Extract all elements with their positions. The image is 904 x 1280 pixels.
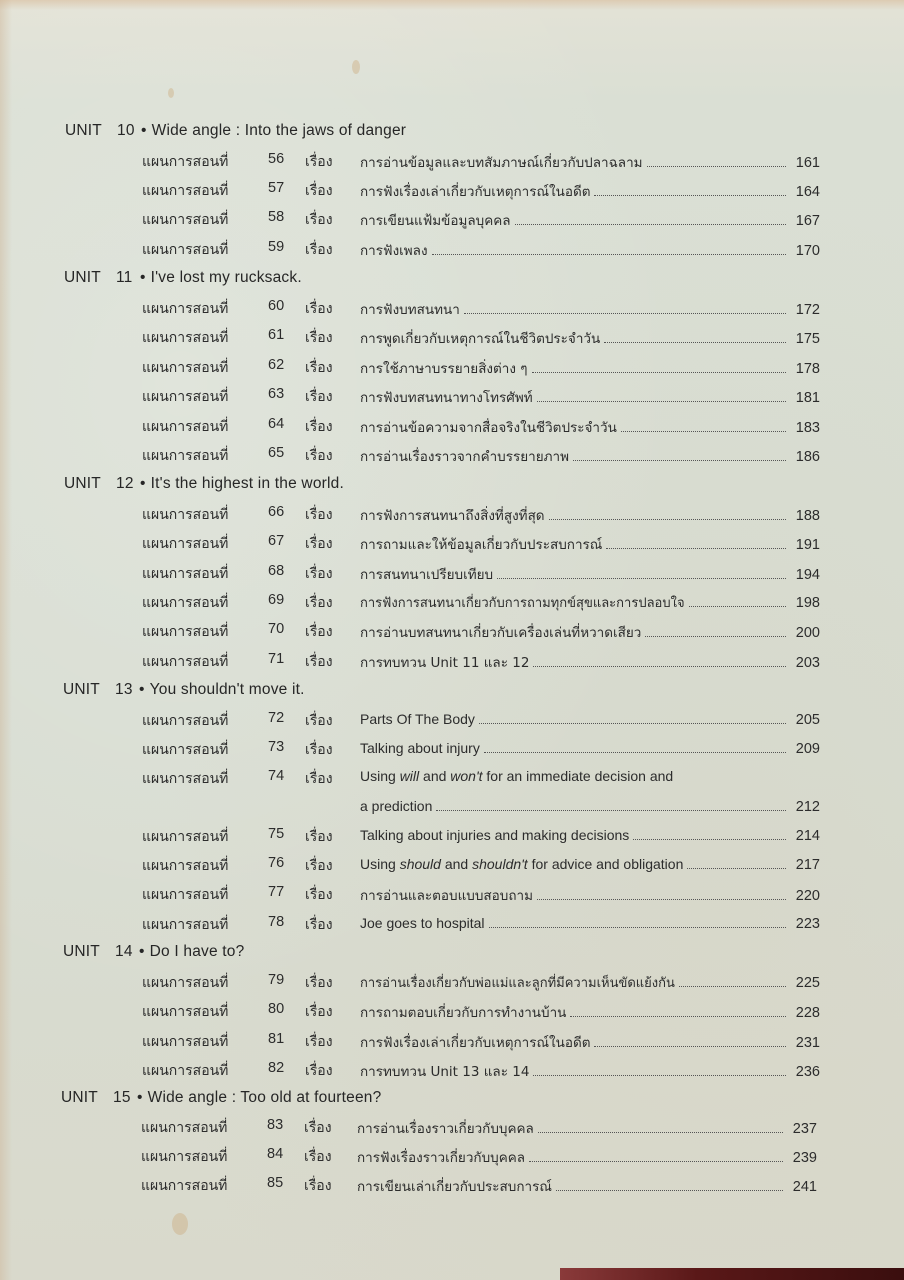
entry-title: การสนทนาเปรียบเทียบ [360, 567, 494, 583]
paper-stain [352, 60, 360, 74]
entry-title: Talking about injuries and making decisions [360, 827, 630, 843]
topic-label: เรื่อง [305, 1034, 333, 1050]
topic-label: เรื่อง [305, 154, 333, 170]
entry-title: การเขียนแฟ้มข้อมูลบุคคล [360, 213, 511, 229]
page-number: 205 [795, 712, 820, 728]
plan-number: 75 [268, 826, 285, 842]
plan-number: 78 [268, 914, 285, 930]
page-number: 203 [795, 655, 820, 671]
unit-label: UNIT [64, 269, 101, 286]
page-number: 217 [795, 857, 820, 873]
plan-label: แผนการสอนที่ [142, 330, 229, 346]
plan-label: แผนการสอนที่ [142, 566, 229, 582]
topic-label: เรื่อง [305, 242, 333, 258]
topic-label: เรื่อง [305, 829, 333, 845]
page-number: 194 [795, 567, 820, 583]
entry-title: การฟังบทสนทนาทางโทรศัพท์ [360, 390, 533, 406]
topic-label: เรื่อง [305, 212, 333, 228]
plan-number: 58 [268, 209, 285, 225]
entry-title: การฟังบทสนทนา [360, 302, 460, 318]
page-number: 223 [795, 916, 820, 932]
unit-number: 10 [117, 122, 135, 139]
topic-label: เรื่อง [305, 595, 333, 611]
plan-label: แผนการสอนที่ [142, 742, 229, 758]
dot-leader [594, 182, 786, 196]
page-number: 161 [795, 155, 820, 171]
paper-stain [172, 1213, 188, 1235]
plan-number: 67 [268, 533, 285, 549]
entry-title: การพูดเกี่ยวกับเหตุการณ์ในชีวิตประจำวัน [360, 331, 601, 347]
topic-label: เรื่อง [305, 654, 333, 670]
dot-leader [436, 797, 786, 811]
dot-leader [689, 593, 786, 607]
plan-number: 59 [268, 239, 285, 255]
entry-title: การอ่านเรื่องราวเกี่ยวกับบุคคล [357, 1121, 534, 1137]
plan-label: แผนการสอนที่ [142, 829, 229, 845]
topic-label: เรื่อง [304, 1120, 332, 1136]
plan-number: 79 [268, 972, 285, 988]
unit-label: UNIT [63, 943, 100, 960]
plan-label: แผนการสอนที่ [142, 887, 229, 903]
plan-label: แผนการสอนที่ [142, 536, 229, 552]
bullet-icon: • [139, 943, 145, 960]
bullet-icon: • [141, 122, 147, 139]
bullet-icon: • [140, 269, 146, 286]
dot-leader [489, 914, 786, 928]
page-number: 167 [795, 213, 820, 229]
plan-number: 82 [268, 1060, 285, 1076]
plan-number: 63 [268, 386, 285, 402]
dot-leader [594, 1033, 786, 1047]
topic-label: เรื่อง [305, 713, 333, 729]
dot-leader [604, 329, 786, 343]
entry-title: การฟังการสนทนาถึงสิ่งที่สูงที่สุด [360, 508, 545, 524]
page-number: 170 [795, 243, 820, 259]
dot-leader [549, 506, 786, 520]
entry-title-line2: a prediction [360, 798, 433, 814]
plan-number: 66 [268, 504, 285, 520]
page-number: 186 [795, 449, 820, 465]
plan-number: 64 [268, 416, 285, 432]
dot-leader [679, 973, 786, 987]
entry-title: การถามตอบเกี่ยวกับการทำงานบ้าน [360, 1005, 567, 1021]
dot-leader [573, 447, 786, 461]
plan-label: แผนการสอนที่ [142, 771, 229, 787]
dot-leader [537, 886, 786, 900]
plan-label: แผนการสอนที่ [142, 1063, 229, 1079]
paper-stain [168, 88, 174, 98]
plan-number: 61 [268, 327, 285, 343]
unit-title: I've lost my rucksack. [150, 269, 302, 286]
unit-label: UNIT [61, 1089, 98, 1106]
entry-title: การอ่านข้อความจากสื่อจริงในชีวิตประจำวัน [360, 420, 617, 436]
unit-heading [65, 122, 406, 140]
entry-title: การทบทวน Unit 11 และ 12 [360, 655, 530, 671]
plan-number: 80 [268, 1001, 285, 1017]
plan-number: 56 [268, 151, 285, 167]
dot-leader [621, 418, 786, 432]
dot-leader [606, 535, 786, 549]
plan-label: แผนการสอนที่ [141, 1178, 228, 1194]
unit-label: UNIT [64, 475, 101, 492]
unit-title: It's the highest in the world. [150, 475, 344, 492]
topic-label: เรื่อง [305, 301, 333, 317]
plan-label: แผนการสอนที่ [141, 1149, 228, 1165]
dot-leader [464, 300, 786, 314]
topic-label: เรื่อง [305, 507, 333, 523]
entry-title: การอ่านเรื่องราวจากคำบรรยายภาพ [360, 449, 570, 465]
plan-number: 77 [268, 884, 285, 900]
page-number: 172 [795, 302, 820, 318]
unit-heading [64, 269, 302, 287]
page-number: 228 [795, 1005, 820, 1021]
page-number: 188 [795, 508, 820, 524]
plan-number: 71 [268, 651, 285, 667]
unit-heading [61, 1089, 381, 1107]
plan-label: แผนการสอนที่ [142, 624, 229, 640]
plan-number: 68 [268, 563, 285, 579]
entry-title: การเขียนเล่าเกี่ยวกับประสบการณ์ [357, 1179, 552, 1195]
page-number: 181 [795, 390, 820, 406]
dot-leader [645, 623, 786, 637]
unit-heading [63, 943, 244, 961]
entry-title: การฟังเพลง [360, 243, 428, 259]
plan-label: แผนการสอนที่ [142, 183, 229, 199]
dot-leader [647, 153, 786, 167]
plan-label: แผนการสอนที่ [142, 1004, 229, 1020]
plan-label: แผนการสอนที่ [142, 360, 229, 376]
dot-leader [533, 1062, 786, 1076]
topic-label: เรื่อง [305, 858, 333, 874]
entry-title: Joe goes to hospital [360, 915, 485, 931]
topic-label: เรื่อง [305, 624, 333, 640]
dot-leader [515, 211, 786, 225]
topic-label: เรื่อง [305, 771, 333, 787]
unit-number: 13 [115, 681, 133, 698]
unit-heading [64, 475, 344, 493]
topic-label: เรื่อง [305, 566, 333, 582]
topic-label: เรื่อง [305, 419, 333, 435]
dot-leader [570, 1003, 786, 1017]
page-number: 178 [795, 361, 820, 377]
page-number: 237 [792, 1121, 817, 1137]
dot-leader [484, 739, 786, 753]
plan-number: 81 [268, 1031, 285, 1047]
bullet-icon: • [137, 1089, 143, 1106]
paper-edge-left [0, 0, 12, 1280]
dot-leader [479, 710, 786, 724]
unit-title: Wide angle : Too old at fourteen? [147, 1089, 382, 1106]
topic-label: เรื่อง [304, 1178, 332, 1194]
page-number: 209 [795, 741, 820, 757]
page-number: 183 [795, 420, 820, 436]
topic-label: เรื่อง [305, 389, 333, 405]
plan-label: แผนการสอนที่ [141, 1120, 228, 1136]
topic-label: เรื่อง [305, 183, 333, 199]
plan-number: 73 [268, 739, 285, 755]
plan-number: 65 [268, 445, 285, 461]
plan-label: แผนการสอนที่ [142, 1034, 229, 1050]
page-number: 239 [792, 1150, 817, 1166]
page-number: 220 [795, 888, 820, 904]
page-number: 200 [795, 625, 820, 641]
page-number: 212 [795, 799, 820, 815]
plan-label: แผนการสอนที่ [142, 242, 229, 258]
topic-label: เรื่อง [305, 887, 333, 903]
topic-label: เรื่อง [305, 1063, 333, 1079]
entry-title: การอ่านข้อมูลและบทสัมภาษณ์เกี่ยวกับปลาฉลาม [360, 155, 643, 171]
entry-title: การฟังการสนทนาเกี่ยวกับการถามทุกข์สุขและการปลอบใจ [360, 596, 685, 611]
unit-number: 11 [116, 269, 133, 286]
page-number: 236 [795, 1064, 820, 1080]
entry-title: การฟังเรื่องราวเกี่ยวกับบุคคล [357, 1150, 526, 1166]
topic-label: เรื่อง [305, 330, 333, 346]
entry-title: Using should and shouldn't for advice and obligation [360, 856, 684, 872]
unit-heading [63, 681, 305, 699]
dot-leader [538, 1119, 783, 1133]
plan-number: 62 [268, 357, 285, 373]
topic-label: เรื่อง [305, 536, 333, 552]
plan-number: 85 [267, 1175, 284, 1191]
entry-title: การอ่านบทสนทนาเกี่ยวกับเครื่องเล่นที่หวาดเสียว [360, 625, 642, 641]
plan-label: แผนการสอนที่ [142, 212, 229, 228]
page-number: 225 [795, 975, 820, 991]
book-cover-edge [560, 1268, 904, 1280]
entry-title: การฟังเรื่องเล่าเกี่ยวกับเหตุการณ์ในอดีต [360, 1035, 591, 1051]
plan-label: แผนการสอนที่ [142, 154, 229, 170]
page-number: 175 [795, 331, 820, 347]
plan-label: แผนการสอนที่ [142, 975, 229, 991]
plan-label: แผนการสอนที่ [142, 389, 229, 405]
page-number: 214 [795, 828, 820, 844]
plan-label: แผนการสอนที่ [142, 507, 229, 523]
dot-leader [633, 826, 786, 840]
dot-leader [687, 855, 786, 869]
plan-label: แผนการสอนที่ [142, 595, 229, 611]
paper-edge-top [0, 0, 904, 10]
plan-number: 84 [267, 1146, 284, 1162]
topic-label: เรื่อง [305, 360, 333, 376]
unit-title: You shouldn't move it. [149, 681, 305, 698]
dot-leader [432, 241, 786, 255]
topic-label: เรื่อง [305, 1004, 333, 1020]
page-number: 231 [795, 1035, 820, 1051]
unit-title: Wide angle : Into the jaws of danger [151, 122, 407, 139]
plan-number: 72 [268, 710, 285, 726]
entry-title: การใช้ภาษาบรรยายสิ่งต่าง ๆ [360, 361, 528, 377]
plan-number: 70 [268, 621, 285, 637]
entry-title: การฟังเรื่องเล่าเกี่ยวกับเหตุการณ์ในอดีต [360, 184, 591, 200]
unit-label: UNIT [65, 122, 102, 139]
dot-leader [529, 1148, 783, 1162]
entry-title: การถามและให้ข้อมูลเกี่ยวกับประสบการณ์ [360, 537, 603, 553]
plan-number: 57 [268, 180, 285, 196]
page-number: 198 [795, 595, 820, 611]
plan-label: แผนการสอนที่ [142, 301, 229, 317]
plan-label: แผนการสอนที่ [142, 419, 229, 435]
page-number: 191 [795, 537, 820, 553]
topic-label: เรื่อง [305, 975, 333, 991]
bullet-icon: • [140, 475, 146, 492]
page-number: 241 [792, 1179, 817, 1195]
topic-label: เรื่อง [305, 742, 333, 758]
unit-title: Do I have to? [149, 943, 245, 960]
unit-number: 14 [115, 943, 133, 960]
unit-number: 12 [116, 475, 134, 492]
topic-label: เรื่อง [304, 1149, 332, 1165]
dot-leader [532, 359, 786, 373]
dot-leader [497, 565, 786, 579]
plan-number: 76 [268, 855, 285, 871]
bullet-icon: • [139, 681, 145, 698]
dot-leader [533, 653, 786, 667]
plan-label: แผนการสอนที่ [142, 448, 229, 464]
plan-label: แผนการสอนที่ [142, 654, 229, 670]
entry-title: Talking about injury [360, 740, 480, 756]
plan-number: 60 [268, 298, 285, 314]
topic-label: เรื่อง [305, 917, 333, 933]
page-number: 164 [795, 184, 820, 200]
unit-number: 15 [113, 1089, 131, 1106]
dot-leader [537, 388, 786, 402]
topic-label: เรื่อง [305, 448, 333, 464]
entry-title-line1: Using will and won't for an immediate decision and [360, 768, 674, 784]
plan-number: 83 [267, 1117, 284, 1133]
entry-title: การทบทวน Unit 13 และ 14 [360, 1064, 530, 1080]
entry-title: Parts Of The Body [360, 711, 475, 727]
dot-leader [556, 1177, 783, 1191]
plan-label: แผนการสอนที่ [142, 917, 229, 933]
plan-label: แผนการสอนที่ [142, 858, 229, 874]
unit-label: UNIT [63, 681, 100, 698]
entry-title: การอ่านเรื่องเกี่ยวกับพ่อแม่และลูกที่มีความเห็นขัดแย้งกัน [360, 976, 675, 991]
plan-label: แผนการสอนที่ [142, 713, 229, 729]
plan-number: 74 [268, 768, 285, 784]
plan-number: 69 [268, 592, 285, 608]
entry-title: การอ่านและตอบแบบสอบถาม [360, 888, 534, 904]
